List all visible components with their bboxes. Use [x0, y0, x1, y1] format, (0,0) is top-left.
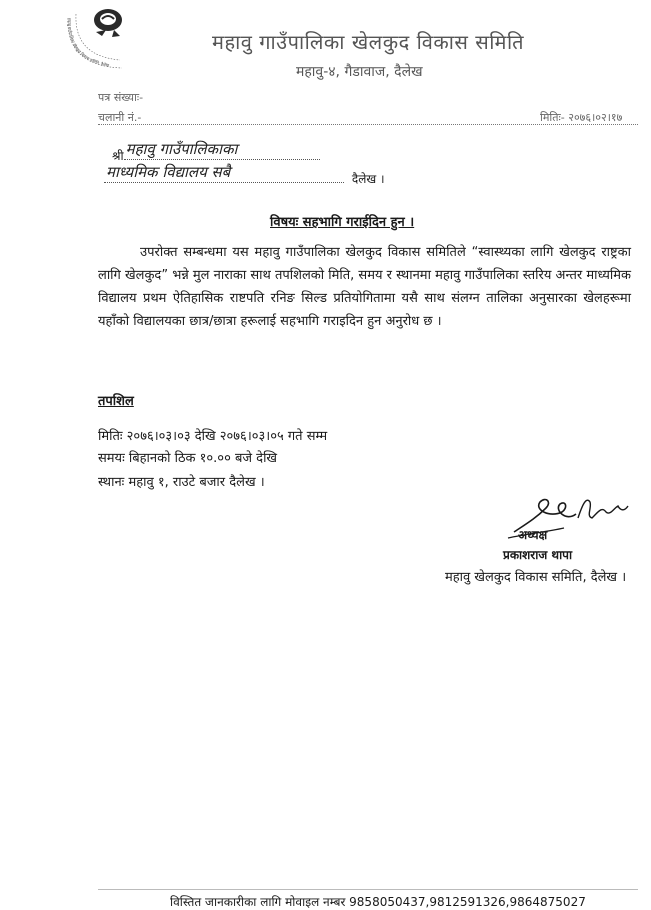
- signatory-title: अध्यक्ष: [518, 528, 548, 542]
- recipient-prefix: श्री: [112, 149, 124, 163]
- details-place: स्थानः महावु १, राउटे बजार दैलेख ।: [98, 475, 265, 490]
- recipient-line-2: [104, 163, 385, 187]
- header-divider: [98, 124, 638, 125]
- recipient-district: दैलेख ।: [351, 172, 385, 186]
- letter-date: मितिः- २०७६।०२।१७: [540, 111, 623, 124]
- dispatch-number-label: चलानी नं.-: [98, 111, 142, 124]
- details-date: मितिः २०७६।०३।०३ देखि २०७६।०३।०५ गते सम्म: [98, 429, 328, 444]
- signatory-organization: महावु खेलकुद विकास समिति, दैलेख ।: [445, 570, 627, 585]
- letter-body: उपरोक्त सम्बन्धमा यस महावु गाउँपालिका खेलकुद विकास समितिले “स्वास्थ्यका लागि खेलकुद राष्ट्रका लागि खेलकुद” भन्ने मुल नाराका साथ तपशिलको मिति, समय र स्थानमा महावु गाउँपालिका स्तरिय अन्तर माध्यमिक विद्यालय प्रथम ऐतिहासिक राष्टपति रनिङ सिल्ड प्रतियोगितामा यसै साथ संलग्न तालिका अनुसारका खेलहरूमा यहाँको विद्यालयका छात्र/छात्रा हरूलाई सहभागि गराइदिन हुन अनुरोध छ ।: [98, 245, 632, 329]
- letter-subject: विषयः सहभागि गराईदिन हुन ।: [270, 215, 415, 230]
- organization-seal: [62, 4, 142, 80]
- organization-name: महावु गाउँपालिका खेलकुद विकास समिति: [212, 30, 525, 54]
- footer-divider: [98, 889, 638, 890]
- details-heading: तपशिल: [98, 394, 134, 409]
- recipient-handwritten-school: माध्यमिक विद्यालय सबै: [106, 163, 231, 181]
- sports-emblem-icon: [94, 9, 122, 37]
- footer-contact: विस्तित जानकारीका लागि मोवाइल नम्बर 9858050437,9812591326,9864875027: [170, 895, 586, 909]
- seal-text: महावु गाउँपालिका खेलकुद विकास समिति, दैलेख: [66, 18, 110, 68]
- recipient-handwritten-name: महावु गाउँपालिकाका: [125, 140, 238, 158]
- organization-address: महावु-४, गैडावाज, दैलेख: [296, 64, 423, 80]
- signatory-name: प्रकाशराज थापा: [503, 548, 573, 562]
- letter-number-label: पत्र संख्याः-: [98, 91, 144, 104]
- details-time: समयः बिहानको ठिक १०.०० बजे देखि: [98, 451, 278, 466]
